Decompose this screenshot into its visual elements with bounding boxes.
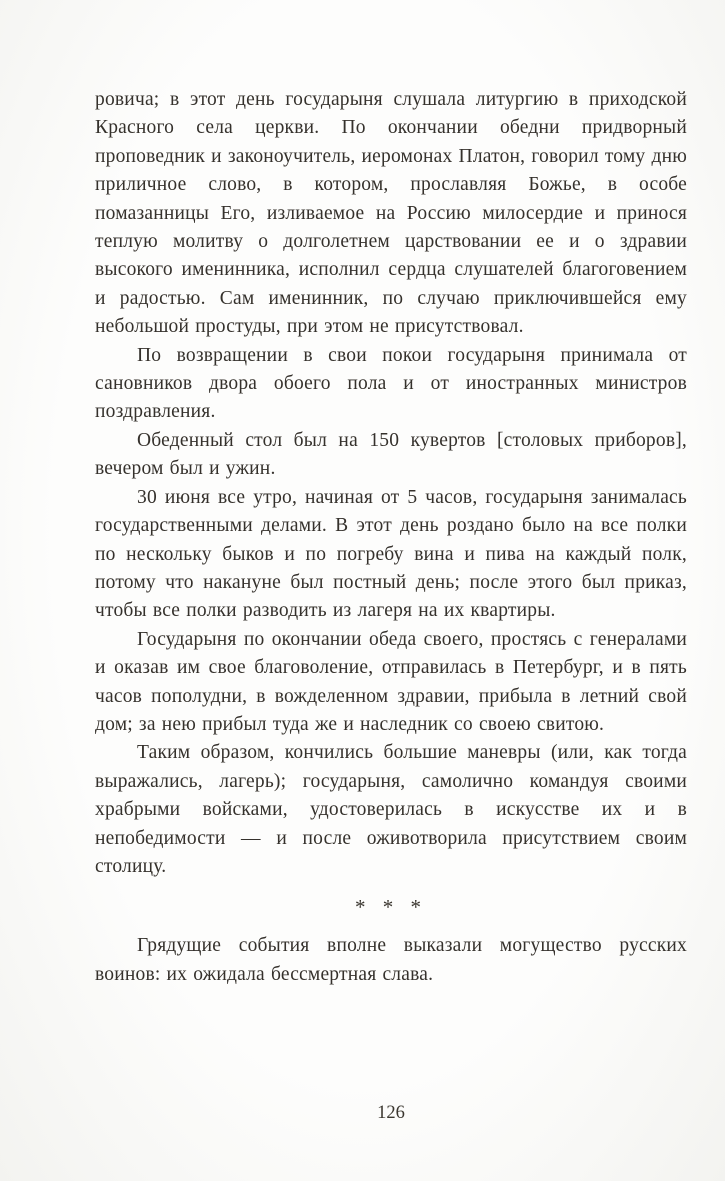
- section-separator: * * *: [355, 895, 427, 920]
- paragraph: 30 июня все утро, начиная от 5 часов, государыня занималась государственными делами. В этот день роздано было на все полки по нескольку быков и по погребу вина и пива на каждый полк, потому что накануне был постный день; после этого был приказ, чтобы все полки разводить из лагеря на их квартиры.: [95, 486, 687, 622]
- paragraph: Государыня по окончании обеда своего, простясь с генералами и оказав им свое благоволение, отправилась в Петербург, и в пять часов пополудни, в вожделенном здравии, прибыла в летний свой дом; за нею прибыл туда же и наследник со своею свитою.: [95, 628, 687, 735]
- text-block: [95, 86, 687, 989]
- paragraph: Таким образом, кончились большие маневры (или, как тогда выражались, лагерь); государыня, самолично командуя своими храбрыми войсками, удостоверилась в искусстве их и в непобедимости — и после оживотворила присутствием своим столицу.: [95, 742, 687, 877]
- paragraph: По возвращении в свои покои государыня принимала от сановников двора обоего пола и от иностранных министров поздравления.: [95, 344, 687, 423]
- page-number: 126: [377, 1103, 405, 1123]
- paragraph-continuation: ровича; в этот день государыня слушала литургию в приходской Красного села церкви. По окончании обедни придворный проповедник и законоучитель, иеромонах Платон, говорил тому дню приличное слово, в котором, прославляя Божье, в особе помазанницы Его, изливаемое на Россию милосердие и принося теплую молитву о долголетнем царствовании ее и о здравии высокого именинника, исполнил сердца слушателей благоговением и радостью. Сам именинник, по случаю приключившейся ему небольшой простуды, при этом не присутствовал.: [95, 89, 687, 338]
- paragraph: Обеденный стол был на 150 кувертов [столовых приборов], вечером был и ужин.: [95, 429, 687, 480]
- paragraph: Грядущие события вполне выказали могущество русских воинов: их ожидала бессмертная слава.: [95, 935, 687, 985]
